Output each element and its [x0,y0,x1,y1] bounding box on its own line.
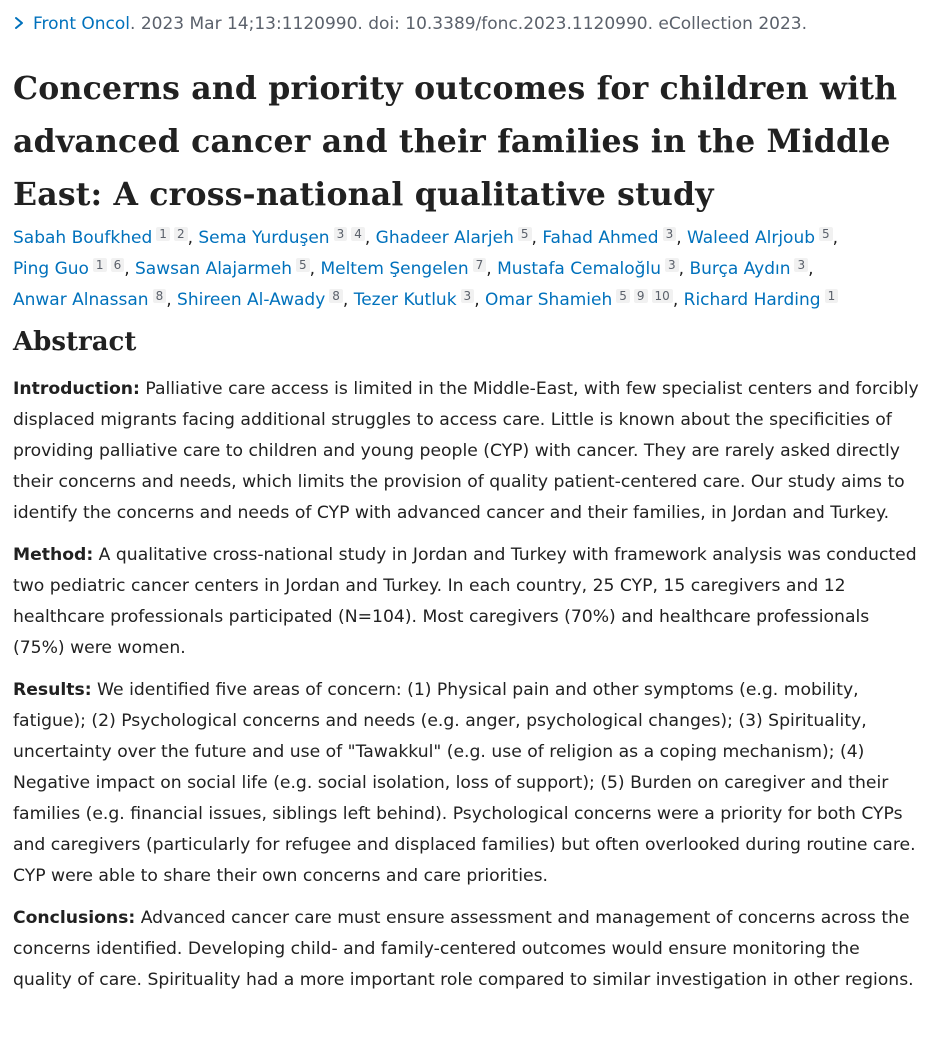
affiliation-badge[interactable]: 7 [473,258,487,272]
affiliation-badge[interactable]: 4 [351,227,365,241]
citation-line [13,12,807,36]
author-name-link[interactable]: Shireen Al-Awady [177,290,326,310]
affiliation-badge[interactable]: 3 [794,258,808,272]
abstract-heading: Abstract [13,327,137,357]
author-separator: , [808,259,814,279]
author-separator: , [342,290,349,310]
author [13,259,130,279]
author-name-link[interactable]: Sabah Boufkhed [13,228,153,248]
abstract-section-conclusions [13,903,923,996]
author [684,290,839,310]
affiliation-badge[interactable]: 1 [156,227,170,241]
author [485,290,678,310]
author [497,259,684,279]
affiliation-badge[interactable]: 9 [634,289,648,303]
affiliation-badge[interactable]: 3 [663,227,677,241]
author-name-link[interactable]: Burça Aydın [689,259,791,279]
affiliation-badge[interactable]: 5 [296,258,310,272]
section-text: We identified five areas of concern: (1) Physical pain and other symptoms (e.g. mobility, fatigue); (2) Psychological concerns and needs (e.g. anger, psychological changes); (3) Spirituality, uncertainty over the future and use of "Tawakkul" (e.g. use of religion as a coping mechanism); (4) Negative impact on social life (e.g. social isolation, loss of support); (5) Burden on caregiver and their families (e.g. financial issues, siblings left behind). Psychological concerns were a priority for both CYPs and caregivers (particularly for refugee and displaced families) but often overlooked during routine care. CYP were able to share their own concerns and care priorities. [13,680,916,886]
author-separator: , [166,290,172,310]
author [13,290,172,310]
abstract-section-introduction [13,374,923,529]
author [689,259,813,279]
section-text: Palliative care access is limited in the Middle-East, with few specialist centers and forcibly displaced migrants facing additional struggles to access care. Little is known about the specificities of providing palliative care to children and young people (CYP) with cancer. They are rarely asked directly their concerns and needs, which limits the provision of quality patient-centered care. Our study aims to identify the concerns and needs of CYP with advanced cancer and their families, in Jordan and Turkey. [13,379,919,523]
abstract-section-results [13,675,923,892]
author-separator: , [309,259,316,279]
author-name-link[interactable]: Richard Harding [683,290,821,310]
author-separator: , [531,228,537,248]
section-text: Advanced cancer care must ensure assessment and management of concerns across the concerns identified. Developing child- and family-centered outcomes would ensure monitoring the quality of care. Spirituality had a more important role compared to similar investigation in other regions. [13,908,914,990]
article-title: Concerns and priority outcomes for children with advanced cancer and their families in the Middle East: A cross-national qualitative study [13,70,898,213]
author-name-link[interactable]: Ghadeer Alarjeh [375,228,514,248]
affiliation-badge[interactable]: 3 [665,258,679,272]
author-name-link[interactable]: Tezer Kutluk [353,290,457,310]
author-name-link[interactable]: Sema Yurduşen [198,228,330,248]
citation-details: 2023 Mar 14;13:1120990. doi: 10.3389/fonc.2023.1120990. eCollection 2023. [140,14,808,34]
section-label: Results: [13,680,92,700]
author [354,290,480,310]
author-list [13,223,918,316]
author [177,290,348,310]
journal-link[interactable]: Front Oncol [33,14,131,34]
author-separator: , [187,228,193,248]
author [687,228,838,248]
affiliation-badge[interactable]: 3 [461,289,475,303]
author [376,228,537,248]
author-separator: , [678,259,685,279]
affiliation-badge[interactable]: 5 [819,227,833,241]
chevron-right-icon[interactable] [13,12,27,36]
author-separator: , [676,228,682,248]
author-name-link[interactable]: Fahad Ahmed [542,228,659,248]
affiliation-badge[interactable]: 5 [518,227,532,241]
author [198,228,370,248]
author-name-link[interactable]: Sawsan Alajarmeh [135,259,292,279]
author-name-link[interactable]: Anwar Alnassan [13,290,149,310]
affiliation-badge[interactable]: 6 [111,258,125,272]
section-label: Method: [13,545,94,565]
section-text: A qualitative cross-national study in Jordan and Turkey with framework analysis was conducted two pediatric cancer centers in Jordan and Turkey. In each country, 25 CYP, 15 caregivers and 12 healthcare professionals participated (N=104). Most caregivers (70%) and healthcare professionals (75%) were women. [13,545,917,658]
author-separator: , [486,259,492,279]
journal-period: . [130,14,136,34]
author-name-link[interactable]: Omar Shamieh [485,290,613,310]
section-label: Introduction: [13,379,140,399]
author-separator: , [364,228,371,248]
author-name-link[interactable]: Ping Guo [13,259,89,279]
author-separator: , [124,259,130,279]
abstract-body [13,374,923,1007]
affiliation-badge[interactable]: 10 [652,289,673,303]
affiliation-badge[interactable]: 8 [153,289,167,303]
author [320,259,491,279]
author [135,259,315,279]
author-name-link[interactable]: Meltem Şengelen [320,259,469,279]
author [13,228,193,248]
affiliation-badge[interactable]: 8 [329,289,343,303]
section-label: Conclusions: [13,908,136,928]
affiliation-badge[interactable]: 1 [825,289,839,303]
affiliation-badge[interactable]: 3 [334,227,348,241]
affiliation-badge[interactable]: 5 [616,289,630,303]
author-separator: , [672,290,679,310]
affiliation-badge[interactable]: 2 [174,227,188,241]
abstract-section-method [13,540,923,664]
author-separator: , [832,228,839,248]
author-separator: , [474,290,480,310]
author-name-link[interactable]: Waleed Alrjoub [687,228,816,248]
affiliation-badge[interactable]: 1 [93,258,107,272]
author [542,228,681,248]
author-name-link[interactable]: Mustafa Cemaloğlu [497,259,661,279]
